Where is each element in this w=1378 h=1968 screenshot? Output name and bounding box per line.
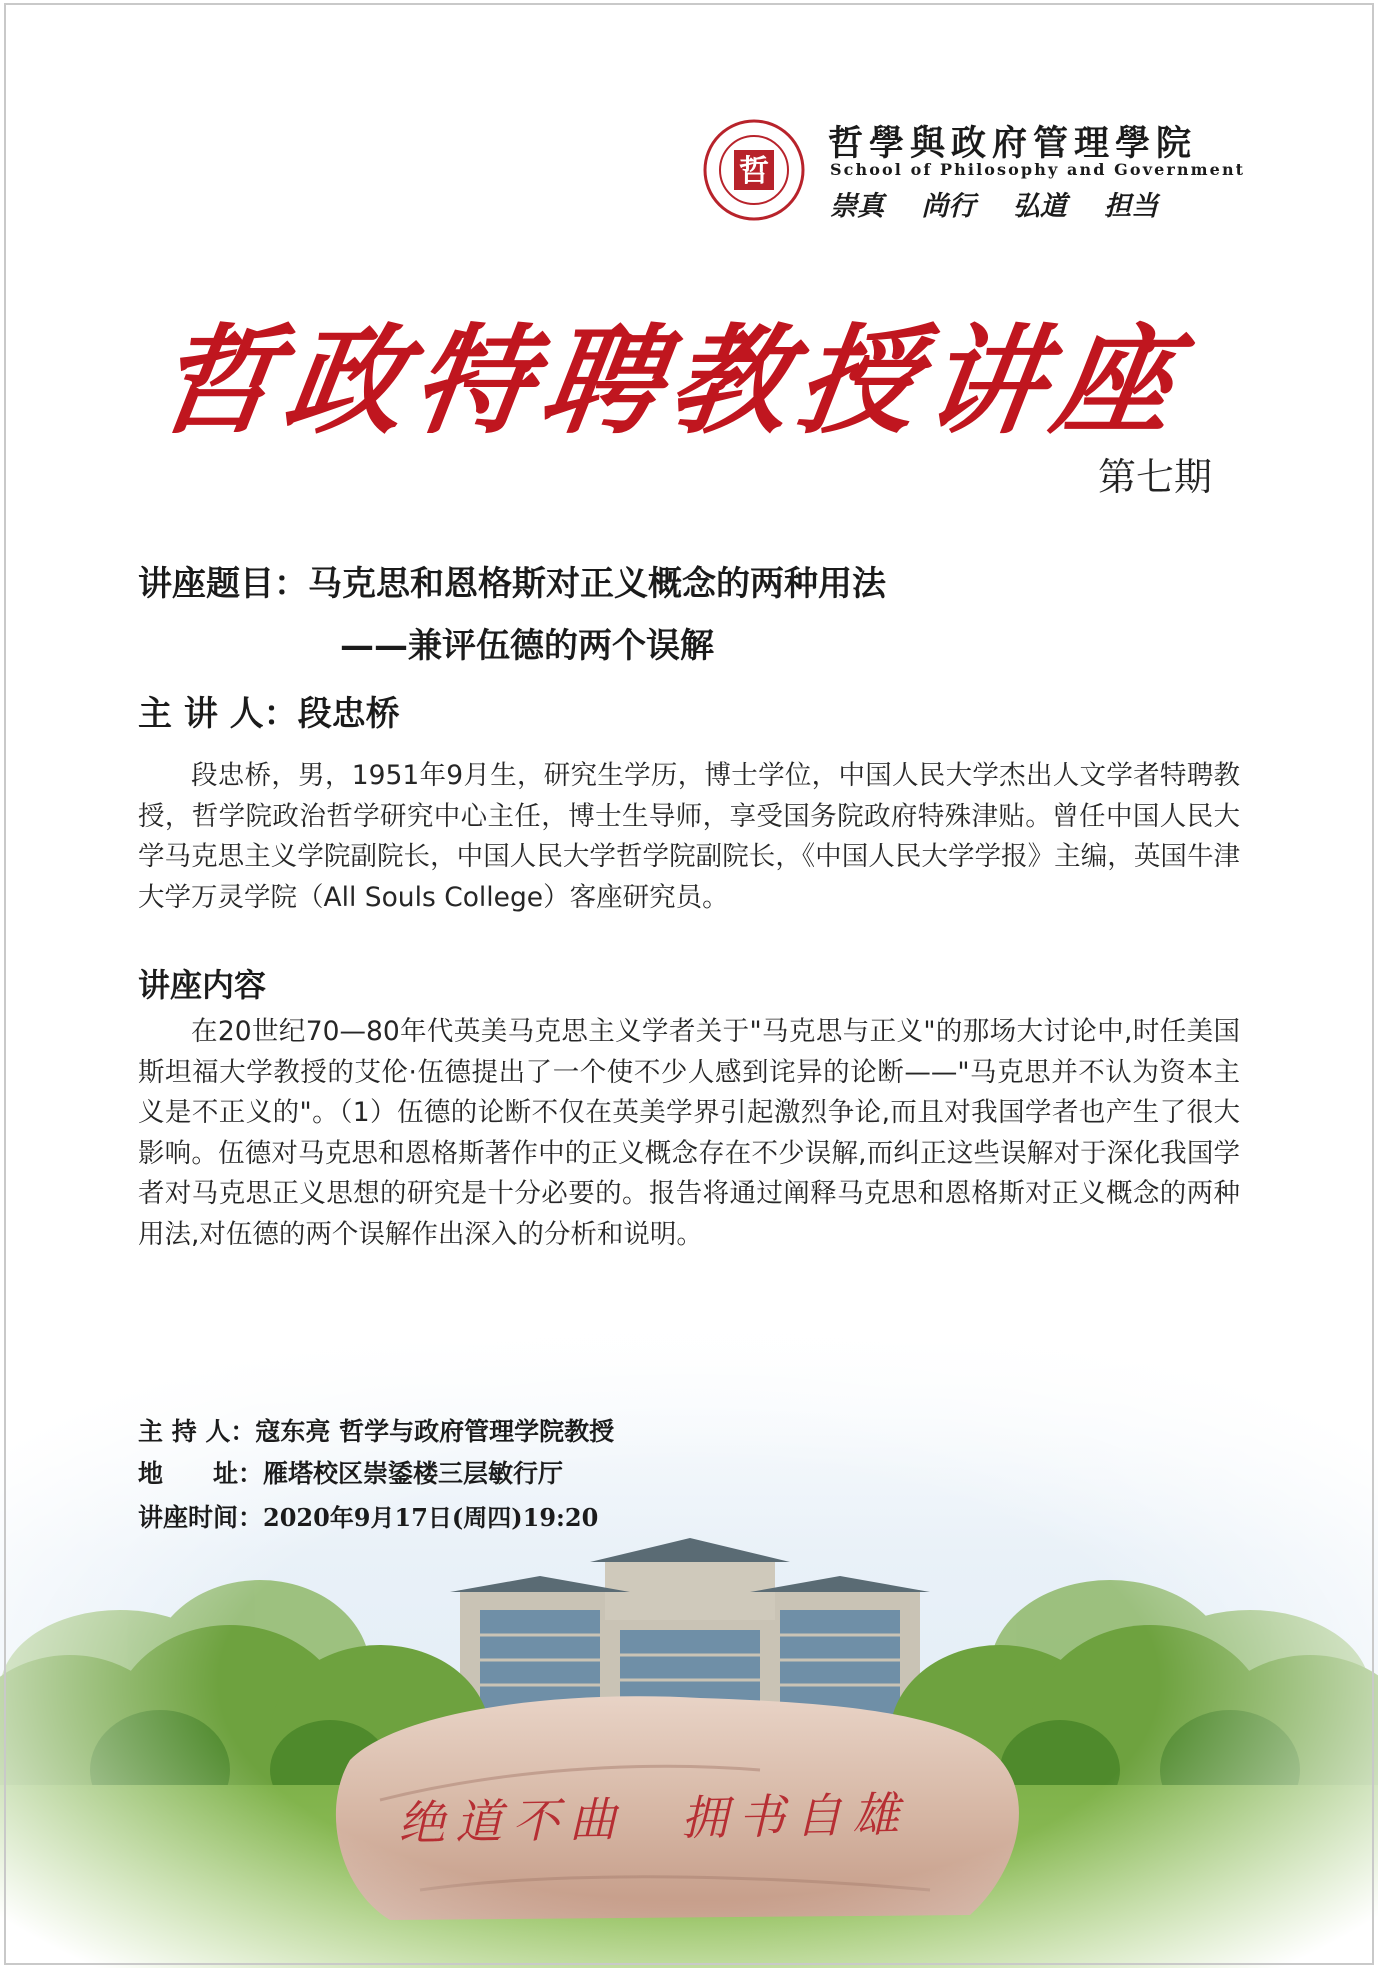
seal-glyph: 哲 — [739, 154, 769, 189]
poster-title: 哲政特聘教授讲座 — [148, 311, 1193, 450]
school-name-cn: 哲學與政府管理學院 — [828, 123, 1198, 164]
school-motto: 崇真 尚行 弘道 担当 — [830, 191, 1159, 222]
address-line — [138, 1454, 563, 1490]
speaker-label: 主 讲 人： — [138, 694, 298, 734]
host-label: 主 持 人： — [138, 1417, 256, 1446]
school-seal-icon — [702, 118, 806, 222]
topic-label: 讲座题目： — [138, 564, 308, 604]
school-name-en: School of Philosophy and Government — [830, 160, 1246, 179]
stone-inscription: 绝道不曲 拥书自雄 — [397, 1787, 910, 1852]
host-line — [138, 1412, 614, 1448]
speaker-bio: 段忠桥，男，1951年9月生，研究生学历，博士学位，中国人民大学杰出人文学者特聘教授，哲学院政治哲学研究中心主任，博士生导师，享受国务院政府特殊津贴。曾任中国人民大学马克思主义学院副院长，中国人民大学哲学院副院长，《中国人民大学学报》主编，英国牛津大学万灵学院（All Souls College）客座研究员。 — [138, 760, 1240, 913]
address-label: 地 址： — [138, 1459, 264, 1488]
issue-number: 第七期 — [1098, 455, 1213, 499]
topic-text: 马克思和恩格斯对正义概念的两种用法 — [308, 564, 886, 604]
time-line — [138, 1498, 598, 1534]
topic-subtitle: ——兼评伍德的两个误解 — [340, 626, 714, 666]
content-heading: 讲座内容 — [138, 966, 267, 1004]
host-text: 寇东亮 哲学与政府管理学院教授 — [255, 1417, 615, 1446]
time-text: 2020年9月17日(周四)19:20 — [263, 1503, 599, 1532]
content-paragraph: 在20世纪70—80年代英美马克思主义学者关于"马克思与正义"的那场大讨论中,时任美国斯坦福大学教授的艾伦·伍德提出了一个使不少人感到诧异的论断——"马克思并不认为资本主义是不正义的"。（1）伍德的论断不仅在英美学界引起激烈争论,而且对我国学者也产生了很大影响。伍德对马克思和恩格斯著作中的正义概念存在不少误解,而纠正这些误解对于深化我国学者对马克思正义思想的研究是十分必要的。报告将通过阐释马克思和恩格斯对正义概念的两种用法,对伍德的两个误解作出深入的分析和说明。 — [138, 1016, 1240, 1250]
speaker-name: 段忠桥 — [297, 694, 400, 734]
topic-line — [138, 556, 886, 605]
time-label: 讲座时间： — [138, 1503, 264, 1532]
speaker-line — [138, 686, 400, 735]
address-text: 雁塔校区崇鋈楼三层敏行厅 — [263, 1459, 564, 1488]
